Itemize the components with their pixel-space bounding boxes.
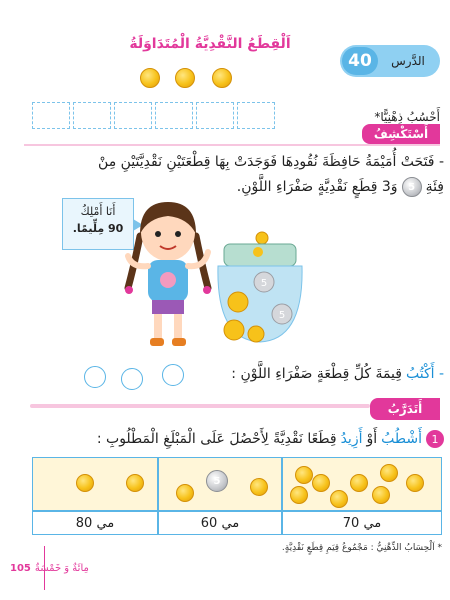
answer-box[interactable] — [237, 102, 275, 129]
lesson-number: 40 — [342, 47, 378, 75]
exercise-1 — [24, 427, 444, 451]
page-number-block — [10, 560, 96, 576]
coin-icon — [76, 474, 94, 492]
coin-icon — [350, 474, 368, 492]
speech-line-1: أَنَا أَمْلِكُ — [80, 205, 116, 218]
practice-wave — [30, 404, 370, 408]
discover-line-1: - فَتَحَتْ أُمَيْمَةُ حَافِظَةَ نُقُودِهَا فَوَجَدَتْ بِهَا قِطْعَتَيْنِ نَقْدِيَّتَيْنِ مِنْ — [98, 154, 444, 170]
coin-icon — [406, 474, 424, 492]
silver-coin-value: 5 — [213, 475, 221, 487]
coin-icon — [372, 486, 390, 504]
exercise-instruction: قِطَعًا نَقْدِيَّةً لِأَحْصُلَ عَلَى الْمَبْلَغِ الْمَطْلُوبِ : — [96, 431, 337, 447]
coin-icon — [290, 486, 308, 504]
coin-icon — [250, 478, 268, 496]
answer-circle[interactable] — [84, 366, 106, 388]
coin-icon — [175, 68, 195, 88]
answer-box[interactable] — [196, 102, 234, 129]
page-number-words: مِائَةٌ وَ خَمْسَةٌ — [34, 562, 89, 574]
price-cell-3: 80 مي — [32, 511, 158, 535]
coin-icon — [140, 68, 160, 88]
section-tag-discover: أَسْتَكْشِفُ — [362, 124, 440, 144]
price-cell-1: 70 مي — [282, 511, 442, 535]
coin-icon — [330, 490, 348, 508]
coin-icon — [312, 474, 330, 492]
answer-box[interactable] — [114, 102, 152, 129]
page-number: 105 — [10, 562, 31, 574]
svg-text:5: 5 — [260, 278, 268, 289]
silver-coin-value: 5 — [408, 181, 416, 193]
coin-icon — [176, 484, 194, 502]
section-divider — [24, 144, 440, 146]
section-tag-practice: أَتَدَرَّبُ — [370, 398, 440, 420]
purse-illustration — [210, 230, 310, 350]
exercise-or: أَوْ — [366, 431, 378, 447]
girl-illustration — [118, 196, 218, 356]
svg-text:5: 5 — [278, 310, 286, 321]
coin-icon — [212, 68, 232, 88]
page-title: اَلْقِطَعُ النَّقْدِيَّةُ الْمُتَدَاوَلَةُ — [129, 36, 291, 52]
speech-line-2: 90 مِلِّيمًا. — [72, 222, 124, 235]
silver-coin-icon — [402, 177, 422, 197]
silver-coin-icon — [206, 470, 228, 492]
answer-circle[interactable] — [162, 364, 184, 386]
mental-math-label: أَحْسُبُ ذِهْنِيًّا* — [374, 110, 440, 124]
answer-box[interactable] — [155, 102, 193, 129]
lesson-label: الدَّرس — [391, 54, 425, 68]
answer-box[interactable] — [73, 102, 111, 129]
discover-line-2-pre: فِئَةِ — [425, 179, 444, 195]
write-task — [200, 362, 444, 386]
footnote: * اَلْحِسَابُ الذِّهْنِيُّ : مَجْمُوعُ قِيَمِ قِطَعٍ نَقْدِيَّةٍ. — [281, 543, 442, 553]
exercise-number-badge: 1 — [426, 430, 444, 448]
coin-icon — [126, 474, 144, 492]
exercise-verb-strike: أَشْطُبُ — [381, 431, 422, 447]
answer-box[interactable] — [32, 102, 70, 129]
write-task-verb: - أَكْتُبُ — [405, 366, 444, 382]
answer-circle[interactable] — [121, 368, 143, 390]
coin-icon — [295, 466, 313, 484]
write-task-text: قِيمَةَ كُلِّ قِطْعَةٍ صَفْرَاءِ اللَّوْنِ : — [231, 366, 402, 382]
coin-icon — [380, 464, 398, 482]
exercise-verb-add: أَزِيدُ — [340, 431, 363, 447]
discover-line-2-post: وَ3 قِطَعٍ نَقْدِيَّةٍ صَفْرَاءِ اللَّوْنِ. — [236, 179, 398, 195]
price-cell-2: 60 مي — [158, 511, 282, 535]
